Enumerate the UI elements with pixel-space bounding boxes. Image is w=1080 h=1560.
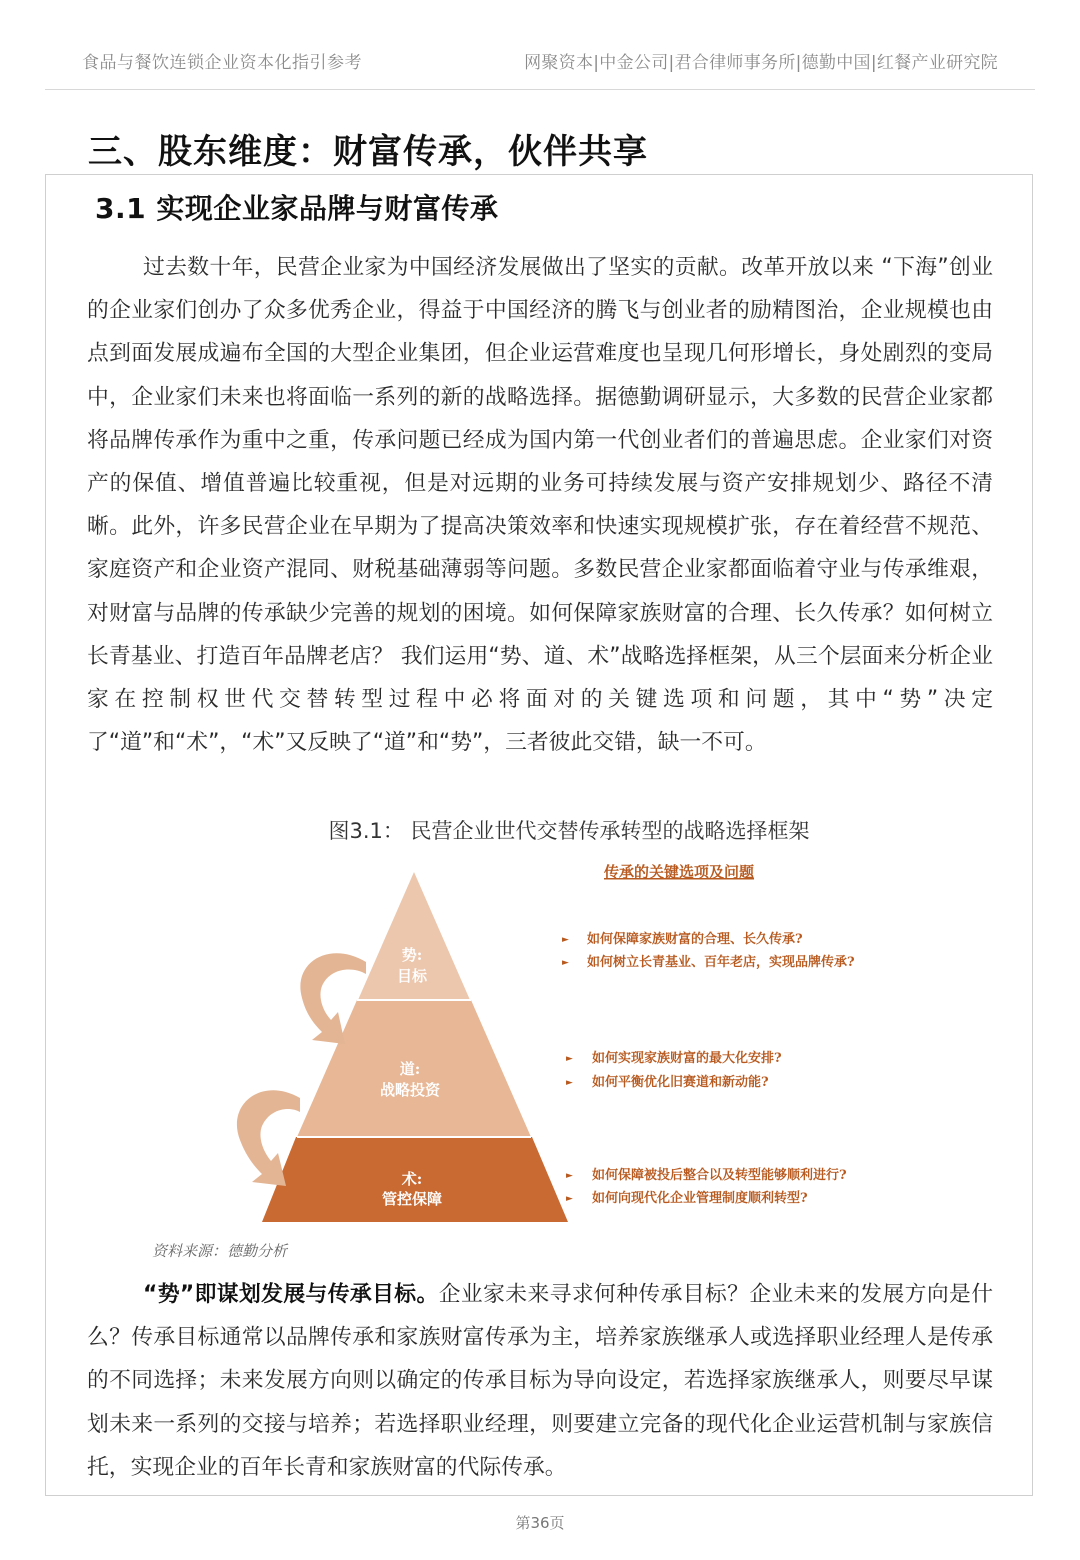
figure-source-note: 资料来源：德勤分析 xyxy=(152,1242,288,1260)
header-left-title: 食品与餐饮连锁企业资本化指引参考 xyxy=(82,53,362,73)
tier-top-label-line2: 目标 xyxy=(396,967,428,985)
figure-caption: 图3.1： 民营企业世代交替传承转型的战略选择框架 xyxy=(328,819,810,843)
bullet-arrow-icon: ► xyxy=(566,1078,573,1088)
tier-middle-label-line2: 战略投资 xyxy=(379,1081,441,1099)
bullet-arrow-icon: ► xyxy=(566,1054,573,1064)
header-right-institutions: 网聚资本|中金公司|君合律师事务所|德勤中国|红餐产业研究院 xyxy=(524,53,998,73)
tier-middle-label-line1: 道: xyxy=(399,1060,421,1078)
body-paragraph-2 xyxy=(87,1273,993,1489)
tier-top-question-2: 如何树立长青基业、百年老店，实现品牌传承? xyxy=(587,955,855,970)
bullet-arrow-icon: ► xyxy=(562,958,569,968)
section-title: 三、股东维度：财富传承，伙伴共享 xyxy=(88,132,648,172)
bullet-arrow-icon: ► xyxy=(566,1171,573,1181)
body-paragraph-1: 过去数十年，民营企业家为中国经济发展做出了坚实的贡献。改革开放以来 “下海”创业的企业家们创办了众多优秀企业，得益于中国经济的腾飞与创业者的励精图治，企业规模也由点到面发展成遍布全国的大型企业集团，但企业运营难度也呈现几何形增长，身处剧烈的变局中，企业家们未来也将面临一系列的新的战略选择。据德勤调研显示，大多数的民营企业家都将品牌传承作为重中之重，传承问题已经成为国内第一代创业者们的普遍思虑。企业家们对资产的保值、增值普遍比较重视，但是对远期的业务可持续发展与资产安排规划少、路径不清晰。此外，许多民营企业在早期为了提高决策效率和快速实现规模扩张，存在着经营不规范、家庭资产和企业资产混同、财税基础薄弱等问题。多数民营企业家都面临着守业与传承维艰，对财富与品牌的传承缺少完善的规划的困境。如何保障家族财富的合理、长久传承？如何树立长青基业、打造百年品牌老店？ 我们运用“势、道、术”战略选择框架，从三个层面来分析企业家在控制权世代交替转型过程中必将面对的关键选项和问题，其中“势”决定了“道”和“术”，“术”又反映了“道”和“势”，三者彼此交错，缺一不可。 xyxy=(87,255,993,756)
tier-middle-question-1: 如何实现家族财富的最大化安排? xyxy=(592,1051,782,1066)
tier-top-label-line1: 势: xyxy=(401,946,423,964)
bullet-arrow-icon: ► xyxy=(566,1194,573,1204)
tier-middle-question-2: 如何平衡优化旧赛道和新动能? xyxy=(592,1075,769,1090)
key-options-title: 传承的关键选项及问题 xyxy=(604,863,755,881)
tier-bottom-label-line1: 术: xyxy=(401,1170,423,1188)
tier-bottom-label-line2: 管控保障 xyxy=(381,1190,443,1208)
tier-top-question-1: 如何保障家族财富的合理、长久传承? xyxy=(587,932,803,947)
page-number: 第36页 xyxy=(515,1514,565,1532)
tier-bottom-question-1: 如何保障被投后整合以及转型能够顺利进行? xyxy=(592,1168,847,1183)
paragraph-body: 企业家未来寻求何种传承目标？企业未来的发展方向是什么？传承目标通常以品牌传承和家族财富传承为主，培养家族继承人或选择职业经理人是传承的不同选择；未来发展方向则以确定的传承目标为导向设定，若选择家族继承人，则要尽早谋划未来一系列的交接与培养；若选择职业经理，则要建立完备的现代化企业运营机制与家族信托，实现企业的百年长青和家族财富的代际传承。 xyxy=(87,1282,993,1480)
subsection-title: 3.1 实现企业家品牌与财富传承 xyxy=(95,192,499,225)
tier-bottom-question-2: 如何向现代化企业管理制度顺利转型? xyxy=(592,1191,808,1206)
bullet-arrow-icon: ► xyxy=(562,935,569,945)
paragraph-lead-phrase: “势”即谋划发展与传承目标。 xyxy=(143,1282,439,1307)
